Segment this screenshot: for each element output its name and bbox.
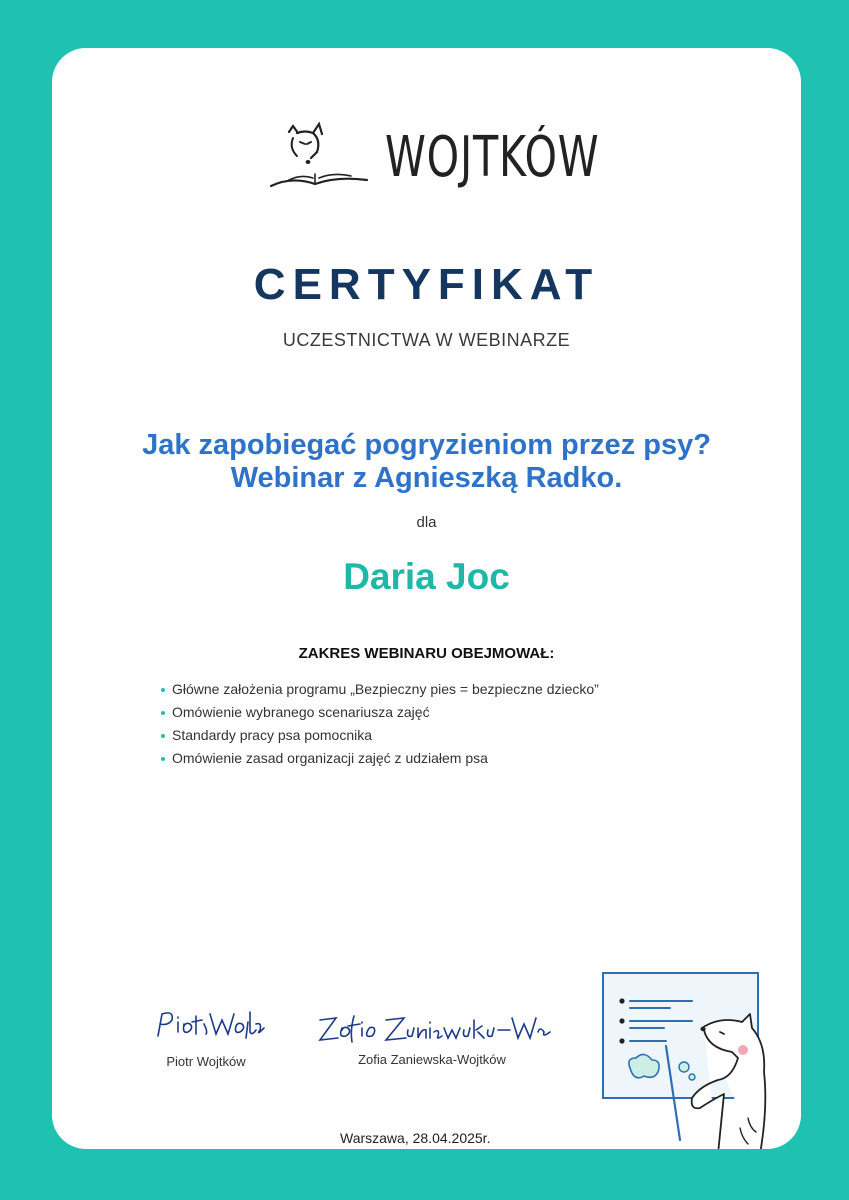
signer-name-1: Piotr Wojtków [166, 1054, 246, 1069]
list-item: Omówienie wybranego scenariusza zajęć [160, 701, 599, 724]
certificate-subtitle: UCZESTNICTWA W WEBINARZE [282, 330, 571, 350]
signature-zofia [314, 1010, 554, 1046]
bullet-icon [161, 711, 165, 715]
scope-list [160, 678, 599, 770]
dog-pointing-board-icon [600, 968, 800, 1149]
signer-name-2: Zofia Zaniewska-Wojtków [358, 1052, 506, 1067]
bullet-icon [161, 688, 165, 692]
dog-reading-book-icon [267, 118, 377, 198]
brand-name: WOJTKÓW [385, 125, 600, 190]
bullet-icon [161, 757, 165, 761]
brand-logo [267, 118, 600, 198]
certificate-title: CERTYFIKAT [253, 260, 600, 309]
signature-piotr [152, 1006, 267, 1042]
list-item: Omówienie zasad organizacji zajęć z udziałem psa [160, 747, 599, 770]
list-item: Główne założenia programu „Bezpieczny pies = bezpieczne dziecko” [160, 678, 599, 701]
place-date: Warszawa, 28.04.2025r. [340, 1130, 491, 1146]
bullet-icon [161, 734, 165, 738]
certificate-card [52, 48, 801, 1149]
scope-heading: ZAKRES WEBINARU OBEJMOWAŁ: [298, 645, 555, 662]
for-label: dla [416, 514, 437, 531]
webinar-title: Jak zapobiegać pogryzieniom przez psy? Webinar z Agnieszką Radko. [142, 429, 711, 494]
recipient-name: Daria Joc [343, 556, 510, 597]
list-item: Standardy pracy psa pomocnika [160, 724, 599, 747]
